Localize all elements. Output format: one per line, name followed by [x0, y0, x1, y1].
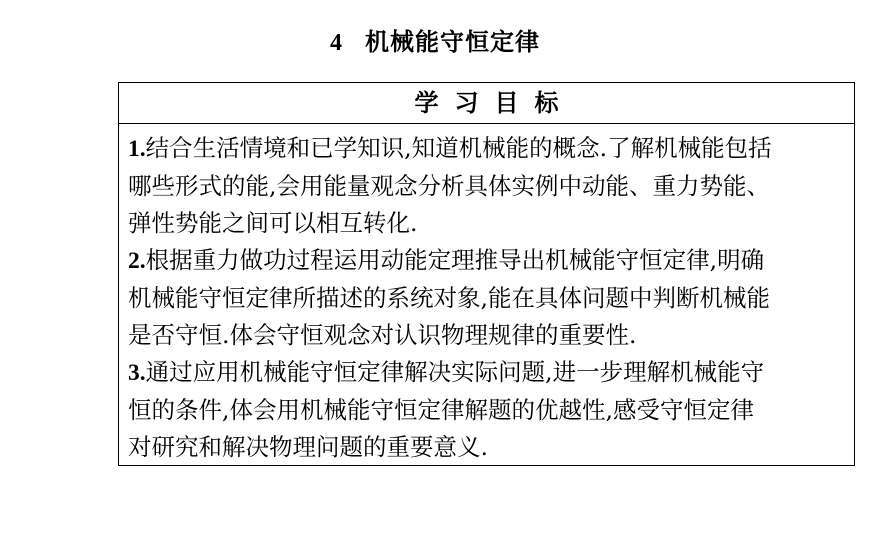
lesson-title-text: 机械能守恒定律 — [365, 27, 540, 56]
objective-item-1 — [128, 130, 846, 242]
objective-text: 根据重力做功过程运用动能定理推导出机械能守恒定律,明确 — [145, 246, 765, 274]
objectives-list — [119, 124, 854, 466]
lesson-number: 4 — [330, 30, 343, 56]
objective-index: 3. — [128, 360, 146, 386]
objective-line: 机械能守恒定律所描述的系统对象,能在具体问题中判断机械能 — [128, 284, 770, 312]
objective-line: 哪些形式的能,会用能量观念分析具体实例中动能、重力势能、 — [128, 172, 770, 200]
objective-line — [128, 130, 846, 168]
objective-index: 1. — [128, 136, 146, 162]
objective-line: 恒的条件,体会用机械能守恒定律解题的优越性,感受守恒定律 — [128, 396, 754, 424]
objective-index: 2. — [128, 248, 146, 274]
objective-line: 弹性势能之间可以相互转化. — [128, 209, 418, 237]
objective-text: 通过应用机械能守恒定律解决实际问题,进一步理解机械能守 — [145, 358, 765, 386]
objective-item-3 — [128, 354, 846, 466]
objective-item-2 — [128, 242, 846, 354]
learning-objectives-box — [118, 82, 855, 466]
objective-line: 是否守恒.体会守恒观念对认识物理规律的重要性. — [128, 321, 637, 349]
objective-line: 对研究和解决物理问题的重要意义. — [128, 433, 488, 461]
objective-line — [128, 354, 846, 392]
objectives-header: 学习目标 — [119, 83, 854, 124]
lesson-title — [0, 22, 870, 57]
objective-text: 结合生活情境和已学知识,知道机械能的概念.了解机械能包括 — [145, 134, 772, 162]
objective-line — [128, 242, 846, 280]
